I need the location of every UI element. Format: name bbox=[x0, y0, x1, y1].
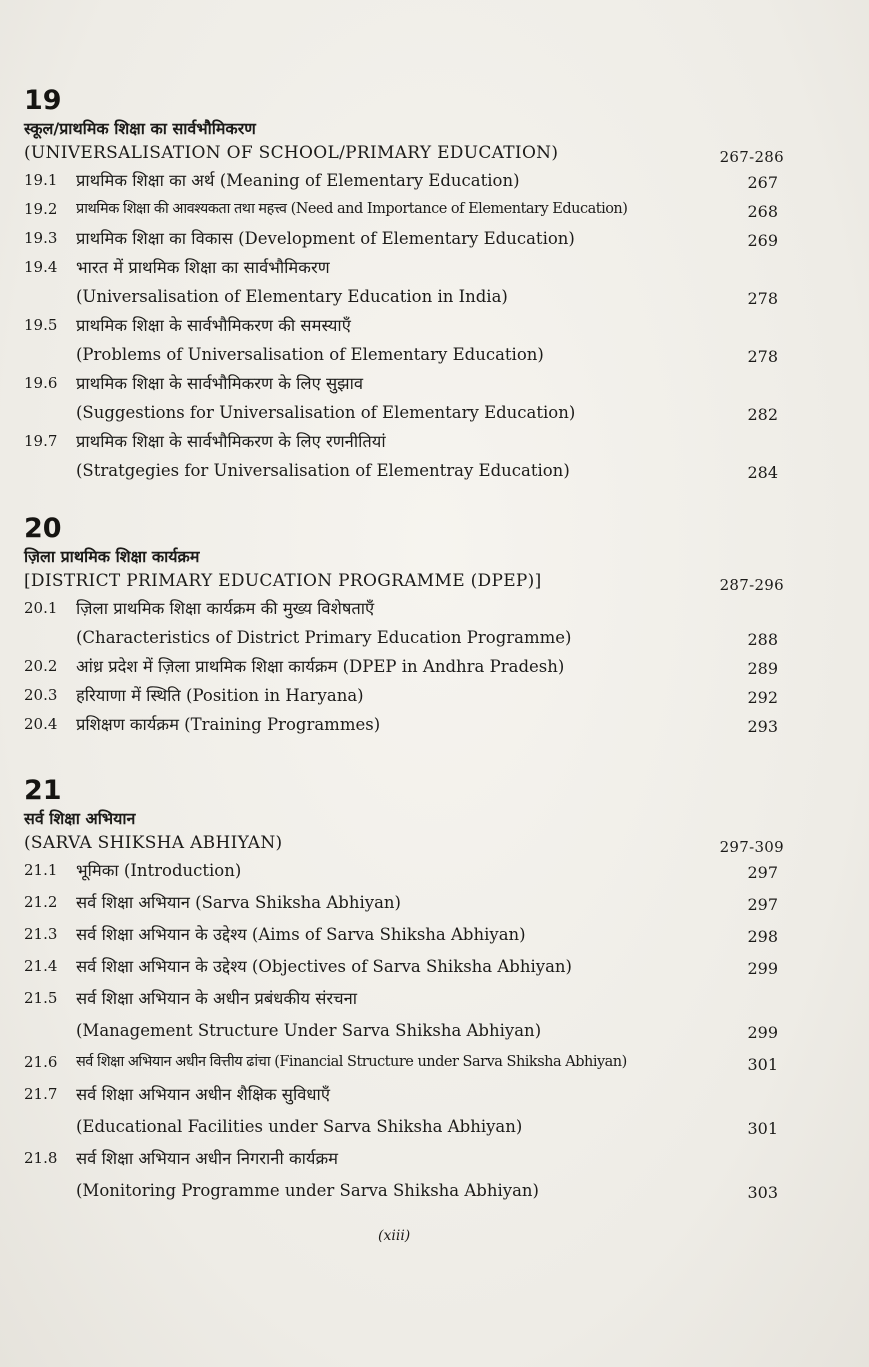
toc-entry-21-4[interactable] bbox=[24, 952, 784, 984]
toc-entry-21-1[interactable] bbox=[24, 856, 784, 888]
entry-text: (Monitoring Programme under Sarva Shiksha Abhiyan) bbox=[76, 1181, 539, 1200]
toc-entry-21-7[interactable] bbox=[24, 1080, 784, 1112]
entry-number: 21.4 bbox=[24, 957, 58, 975]
entry-text: प्रशिक्षण कार्यक्रम (Training Programmes) bbox=[76, 715, 381, 734]
toc-entry-21-2[interactable] bbox=[24, 888, 784, 920]
toc-entry-21-3[interactable] bbox=[24, 920, 784, 952]
entry-text: सर्व शिक्षा अभियान के उद्देश्य (Aims of Sarva Shiksha Abhiyan) bbox=[76, 925, 526, 944]
entry-number: 21.7 bbox=[24, 1085, 58, 1103]
entry-page: 298 bbox=[747, 927, 778, 946]
entry-number: 19.3 bbox=[24, 229, 58, 247]
entry-text: सर्व शिक्षा अभियान अधीन वित्तीय ढांचा (Financial Structure under Sarva Shiksha Abhiyan) bbox=[76, 1054, 627, 1070]
entry-page: 284 bbox=[747, 463, 778, 482]
entry-text: (Problems of Universalisation of Elementary Education) bbox=[76, 345, 544, 364]
entry-number: 19.4 bbox=[24, 258, 58, 276]
toc-entry-19-6-en[interactable] bbox=[24, 398, 784, 427]
toc-entry-19-3[interactable] bbox=[24, 224, 784, 253]
entry-page: 268 bbox=[747, 202, 778, 221]
toc-entry-19-2[interactable] bbox=[24, 195, 784, 224]
toc-entry-21-5[interactable] bbox=[24, 984, 784, 1016]
toc-entry-19-4[interactable] bbox=[24, 253, 784, 282]
chapter-number: 20 bbox=[24, 513, 62, 544]
toc-entry-20-2[interactable] bbox=[24, 652, 784, 681]
entry-text: (Management Structure Under Sarva Shiksha Abhiyan) bbox=[76, 1021, 542, 1040]
chapter-number: 19 bbox=[24, 85, 62, 116]
chapter-title-english bbox=[24, 140, 784, 166]
entry-page: 299 bbox=[747, 1023, 778, 1042]
entry-number: 21.8 bbox=[24, 1149, 58, 1167]
entry-text: सर्व शिक्षा अभियान (Sarva Shiksha Abhiyan) bbox=[76, 893, 401, 912]
entry-text: (Stratgegies for Universalisation of Elementray Education) bbox=[76, 461, 570, 480]
entry-page: 269 bbox=[747, 231, 778, 250]
entry-text: सर्व शिक्षा अभियान अधीन निगरानी कार्यक्रम bbox=[76, 1149, 339, 1168]
entry-number: 19.1 bbox=[24, 171, 58, 189]
entry-text: प्राथमिक शिक्षा के सार्वभौमिकरण के लिए सुझाव bbox=[76, 374, 364, 393]
entry-text: सर्व शिक्षा अभियान के अधीन प्रबंधकीय संरचना bbox=[76, 989, 358, 1008]
chapter-page-range: 287-296 bbox=[719, 576, 784, 594]
chapter-page-range: 297-309 bbox=[719, 838, 784, 856]
entry-text: भारत में प्राथमिक शिक्षा का सार्वभौमिकरण bbox=[76, 258, 330, 277]
toc-entry-19-7[interactable] bbox=[24, 427, 784, 456]
entry-page: 299 bbox=[747, 959, 778, 978]
entry-page: 282 bbox=[747, 405, 778, 424]
entry-page: 297 bbox=[747, 863, 778, 882]
entry-page: 278 bbox=[747, 289, 778, 308]
toc-entry-20-1[interactable] bbox=[24, 594, 784, 623]
entry-text: (Suggestions for Universalisation of Elementary Education) bbox=[76, 403, 576, 422]
entry-text: (Educational Facilities under Sarva Shiksha Abhiyan) bbox=[76, 1117, 523, 1136]
entry-page: 292 bbox=[747, 688, 778, 707]
entry-text: भूमिका (Introduction) bbox=[76, 861, 242, 880]
entry-number: 21.6 bbox=[24, 1053, 58, 1071]
toc-entry-21-8[interactable] bbox=[24, 1144, 784, 1176]
entry-number: 21.2 bbox=[24, 893, 58, 911]
toc-entries bbox=[24, 856, 784, 1208]
entry-text: प्राथमिक शिक्षा का अर्थ (Meaning of Elementary Education) bbox=[76, 171, 520, 190]
entry-page: 301 bbox=[747, 1055, 778, 1074]
toc-entry-19-4-en[interactable] bbox=[24, 282, 784, 311]
entry-page: 301 bbox=[747, 1119, 778, 1138]
toc-entry-19-5[interactable] bbox=[24, 311, 784, 340]
entry-text: (Characteristics of District Primary Education Programme) bbox=[76, 628, 572, 647]
toc-entry-19-1[interactable] bbox=[24, 166, 784, 195]
entry-number: 19.5 bbox=[24, 316, 58, 334]
entry-page: 293 bbox=[747, 717, 778, 736]
entry-page: 278 bbox=[747, 347, 778, 366]
toc-entry-20-4[interactable] bbox=[24, 710, 784, 739]
entry-page: 297 bbox=[747, 895, 778, 914]
entry-text: प्राथमिक शिक्षा के सार्वभौमिकरण के लिए रणनीतियां bbox=[76, 432, 386, 451]
entry-page: 289 bbox=[747, 659, 778, 678]
entry-page: 303 bbox=[747, 1183, 778, 1202]
page-folio: (xiii) bbox=[378, 1228, 411, 1244]
entry-text: सर्व शिक्षा अभियान के उद्देश्य (Objectives of Sarva Shiksha Abhiyan) bbox=[76, 957, 572, 976]
toc-entry-20-1-en[interactable] bbox=[24, 623, 784, 652]
entry-number: 21.5 bbox=[24, 989, 58, 1007]
chapter-title-hindi: स्कूल/प्राथमिक शिक्षा का सार्वभौमिकरण bbox=[24, 119, 256, 138]
chapter-title-english bbox=[24, 830, 784, 856]
entry-number: 19.7 bbox=[24, 432, 58, 450]
chapter-number: 21 bbox=[24, 775, 62, 806]
toc-entry-20-3[interactable] bbox=[24, 681, 784, 710]
chapter-19 bbox=[24, 86, 784, 485]
toc-entry-21-7-en[interactable] bbox=[24, 1112, 784, 1144]
toc-entry-19-6[interactable] bbox=[24, 369, 784, 398]
chapter-page-range: 267-286 bbox=[719, 148, 784, 166]
toc-entries bbox=[24, 594, 784, 739]
entry-number: 19.6 bbox=[24, 374, 58, 392]
entry-text: हरियाणा में स्थिति (Position in Haryana) bbox=[76, 686, 364, 705]
entry-number: 20.2 bbox=[24, 657, 58, 675]
entry-number: 20.4 bbox=[24, 715, 58, 733]
entry-number: 20.3 bbox=[24, 686, 58, 704]
chapter-title-english-text: (UNIVERSALISATION OF SCHOOL/PRIMARY EDUCATION) bbox=[24, 143, 559, 163]
entry-text: प्राथमिक शिक्षा के सार्वभौमिकरण की समस्याएँ bbox=[76, 316, 351, 335]
entry-text: प्राथमिक शिक्षा का विकास (Development of Elementary Education) bbox=[76, 229, 575, 248]
entry-page: 288 bbox=[747, 630, 778, 649]
entry-text: सर्व शिक्षा अभियान अधीन शैक्षिक सुविधाएँ bbox=[76, 1085, 330, 1104]
toc-entries bbox=[24, 166, 784, 485]
toc-entry-21-6[interactable] bbox=[24, 1048, 784, 1080]
chapter-title-english-text: (SARVA SHIKSHA ABHIYAN) bbox=[24, 833, 283, 853]
toc-entry-21-5-en[interactable] bbox=[24, 1016, 784, 1048]
entry-text: ज़िला प्राथमिक शिक्षा कार्यक्रम की मुख्य विशेषताएँ bbox=[76, 599, 375, 618]
chapter-title-hindi: ज़िला प्राथमिक शिक्षा कार्यक्रम bbox=[24, 547, 200, 566]
entry-page: 267 bbox=[747, 173, 778, 192]
toc-entry-21-8-en[interactable] bbox=[24, 1176, 784, 1208]
chapter-title-english bbox=[24, 568, 784, 594]
chapter-20 bbox=[24, 514, 784, 739]
entry-number: 21.3 bbox=[24, 925, 58, 943]
entry-text: आंध्र प्रदेश में ज़िला प्राथमिक शिक्षा कार्यक्रम (DPEP in Andhra Pradesh) bbox=[76, 657, 565, 676]
entry-text: (Universalisation of Elementary Education in India) bbox=[76, 287, 508, 306]
entry-number: 19.2 bbox=[24, 200, 58, 218]
entry-number: 20.1 bbox=[24, 599, 58, 617]
chapter-21 bbox=[24, 776, 784, 1208]
chapter-title-english-text: [DISTRICT PRIMARY EDUCATION PROGRAMME (DPEP)] bbox=[24, 571, 542, 591]
toc-entry-19-7-en[interactable] bbox=[24, 456, 784, 485]
entry-text: प्राथमिक शिक्षा की आवश्यकता तथा महत्त्व (Need and Importance of Elementary Education) bbox=[76, 201, 628, 217]
toc-entry-19-5-en[interactable] bbox=[24, 340, 784, 369]
entry-number: 21.1 bbox=[24, 861, 58, 879]
chapter-title-hindi: सर्व शिक्षा अभियान bbox=[24, 809, 136, 828]
